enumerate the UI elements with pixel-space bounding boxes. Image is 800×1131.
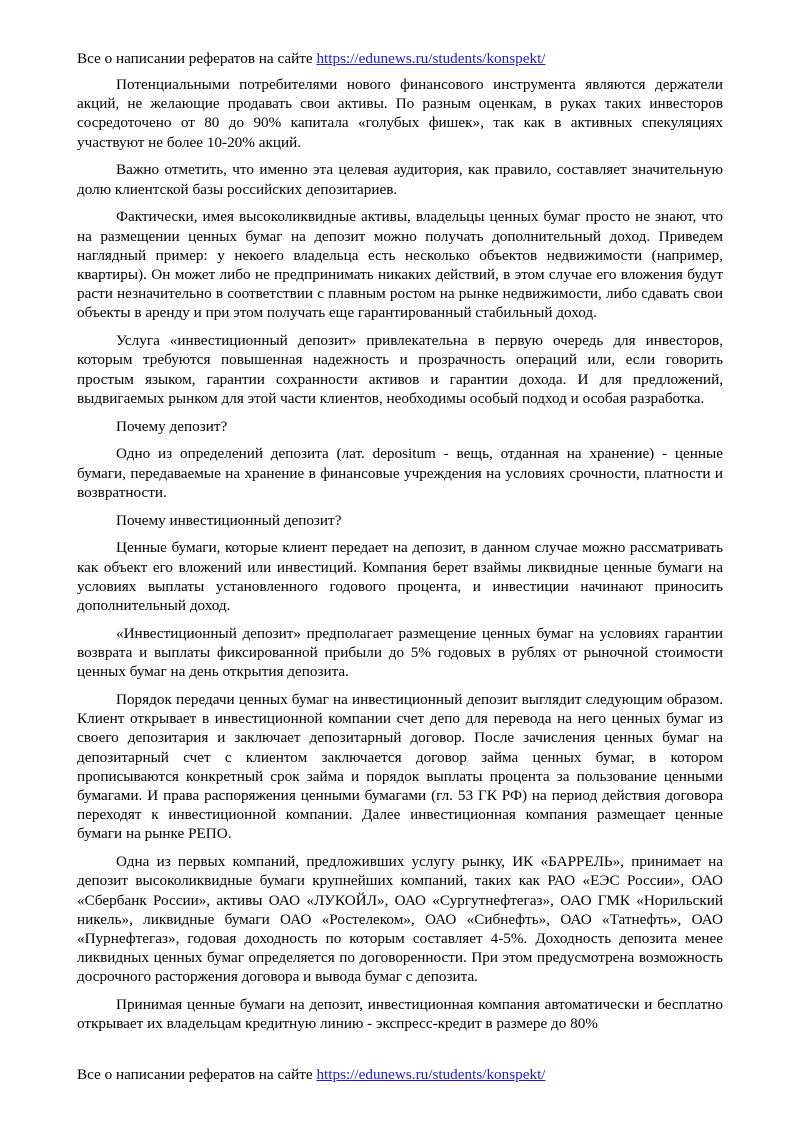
paragraph-5: Одно из определений депозита (лат. depositum - вещь, отданная на хранение) - ценные бумаги, передаваемые на хранение в финансовые учреждения на условиях срочности, платности и возвратности. [77,445,723,501]
footer-text: Все о написании рефератов на сайте [77,1066,317,1083]
subheading-why-deposit: Почему депозит? [116,417,228,435]
document-body [77,75,723,1042]
paragraph-1: Потенциальными потребителями нового финансового инструмента являются держатели акций, не желающие продавать свои активы. По разным оценкам, в руках таких инвесторов сосредоточено от 80 до 90% капитала «голубых фишек», так как в активных спекуляциях участвуют не более 10-20% акций. [77,76,723,151]
paragraph-8: Порядок передачи ценных бумаг на инвестиционный депозит выглядит следующим образом. Клиент открывает в инвестиционной компании счет депо для перевода на него ценных бумаг из своего депозитария и заключает депозитарный договор. После зачисления ценных бумаг на депозитарный счет с клиентом заключается договор займа ценных бумаг, в котором прописываются конкретный срок займа и порядок выплаты процента за пользование ценными бумагами. И права распоряжения ценными бумагами (гл. 53 ГК РФ) на период действия договора переходят к инвестиционной компании. Далее инвестиционная компания размещает ценные бумаги на рынке РЕПО. [77,691,723,843]
footer-link[interactable]: https://edunews.ru/students/konspekt/ [316,1066,546,1083]
paragraph-3: Фактически, имея высоколиквидные активы, владельцы ценных бумаг просто не знают, что на размещении ценных бумаг на депозит можно получать дополнительный доход. Приведем наглядный пример: у некоего владельца есть несколько объектов недвижимости (например, квартиры). Он может либо не предпринимать никаких действий, в этом случае его вложения будут расти незначительно в соответствии с плавным ростом на рынке недвижимости, либо сдавать свои объекты в аренду и при этом получать еще гарантированный стабильный доход. [77,208,723,322]
paragraph-4: Услуга «инвестиционный депозит» привлекательна в первую очередь для инвесторов, которым требуются повышенная надежность и прозрачность операций или, если говорить простым языком, гарантии сохранности активов и гарантии дохода. И для предложений, выдвигаемых рынком для этой части клиентов, необходимы особый подход и особая разработка. [77,332,723,407]
page-header [77,49,546,68]
paragraph-10: Принимая ценные бумаги на депозит, инвестиционная компания автоматически и бесплатно открывает их владельцам кредитную линию - экспресс-кредит в размере до 80% [77,996,723,1033]
paragraph-7: «Инвестиционный депозит» предполагает размещение ценных бумаг на условиях гарантии возврата и выплаты фиксированной прибыли до 5% годовых в рублях от рыночной стоимости ценных бумаг на день открытия депозита. [77,624,723,681]
header-link[interactable]: https://edunews.ru/students/konspekt/ [316,50,546,67]
paragraph-6: Ценные бумаги, которые клиент передает на депозит, в данном случае можно рассматривать как объект его вложений или инвестиций. Компания берет взаймы ликвидные ценные бумаги на условиях выплаты установленного годового процента, и инвестиции начинают приносить дополнительный доход. [77,539,723,615]
header-text: Все о написании рефератов на сайте [77,50,317,67]
page-footer [77,1065,546,1084]
paragraph-9: Одна из первых компаний, предложивших услугу рынку, ИК «БАРРЕЛЬ», принимает на депозит высоколиквидные бумаги крупнейших компаний, таких как РАО «ЕЭС России», ОАО «Сбербанк России», активы ОАО «ЛУКОЙЛ», ОАО «Сургутнефтегаз», ОАО ГМК «Норильский никель», ликвидные бумаги ОАО «Ростелеком», ОАО «Сибнефть», ОАО «Татнефть», ОАО «Пурнефтегаз», годовая доходность по которым составляет 4-5%. Доходность депозита менее ликвидных ценных бумаг определяется по договоренности. При этом предусмотрена возможность досрочного расторжения договора и вывода бумаг с депозита. [77,853,723,986]
subheading-why-investment-deposit: Почему инвестиционный депозит? [116,511,342,529]
paragraph-2: Важно отметить, что именно эта целевая аудитория, как правило, составляет значительную долю клиентской базы российских депозитариев. [77,161,723,198]
